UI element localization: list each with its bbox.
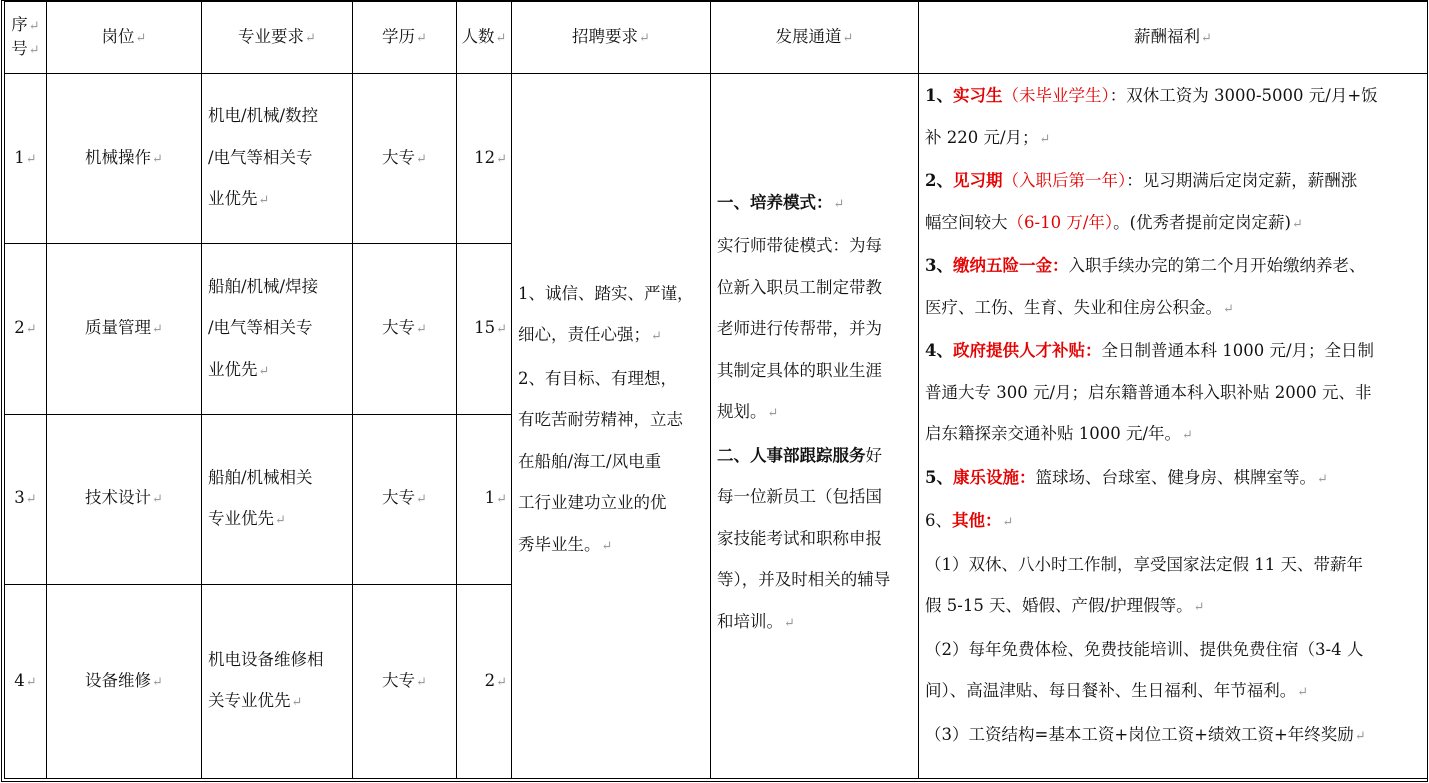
header-education: 学历↵	[353, 2, 457, 74]
row-education: 大专↵	[353, 584, 457, 778]
row-education: 大专↵	[353, 244, 457, 414]
row-education: 大专↵	[353, 74, 457, 244]
benefit-2: 2、见习期（入职后第一年）：见习期满后定岗定薪，薪酬涨	[925, 171, 1358, 191]
row-seq: 2↵	[5, 244, 47, 414]
header-requirement: 招聘要求↵	[512, 2, 711, 74]
row-position: 技术设计↵	[47, 414, 202, 584]
benefit-1: 1、实习生（未毕业学生）：双休工资为 3000-5000 元/月+饭	[925, 86, 1378, 106]
row-count: 15↵	[457, 244, 512, 414]
row-seq: 3↵	[5, 414, 47, 584]
development-cell: 一、培养模式：↵ 实行师带徒模式：为每 位新入职员工制定带教 老师进行传帮带，并为 其制定具体的职业生涯 规划。↵ 二、人事部跟踪服务好 每一位新员工（包括国 家技能考试和职称申报 等），并及时相关的辅导 和培训。↵	[711, 74, 919, 779]
header-major: 专业要求↵	[202, 2, 353, 74]
row-position: 机械操作↵	[47, 74, 202, 244]
dev-title-2: 二、人事部跟踪服务	[717, 445, 866, 465]
benefits-cell: 1、实习生（未毕业学生）：双休工资为 3000-5000 元/月+饭 补 220 元/月；↵ 2、见习期（入职后第一年）：见习期满后定岗定薪，薪酬涨 幅空间较大（6-10 万/年）。(优秀者提前定岗定薪)↵ 3、缴纳五险一金：入职手续办完的第二个月开始缴纳养老、 医疗、工伤、生育、失业和住房公积金。↵ 4、政府提供人才补贴：全日制普通本科 1000 元/月；全日制 普通大专 300 元/月；启东籍普通本科入职补贴 2000 元、非 启东籍探亲交通补贴 1000 元/年。↵ 5、康乐设施：篮球场、台球室、健身房、棋牌室等。↵ 6、其他：↵ （1）双休、八小时工作制，享受国家法定假 11 天、带薪年 假 5-15 天、婚假、产假/护理假等。↵ （2）每年免费体检、免费技能培训、提供免费住宿（3-4 人 间）、高温津贴、每日餐补、生日福利、年节福利。↵ （3）工资结构=基本工资+岗位工资+绩效工资+年终奖励↵	[919, 74, 1428, 779]
row-major: 船舶/机械相关 专业优先↵	[202, 414, 353, 584]
header-benefits: 薪酬福利↵	[919, 2, 1428, 74]
dev-title-1: 一、培养模式：	[717, 192, 833, 212]
row-seq: 4↵	[5, 584, 47, 778]
row-position: 设备维修↵	[47, 584, 202, 778]
row-count: 1↵	[457, 414, 512, 584]
row-education: 大专↵	[353, 414, 457, 584]
header-row	[5, 2, 1428, 74]
benefit-5: 5、康乐设施：篮球场、台球室、健身房、棋牌室等。↵	[925, 467, 1328, 487]
header-position: 岗位↵	[47, 2, 202, 74]
header-count: 人数↵	[457, 2, 512, 74]
row-position: 质量管理↵	[47, 244, 202, 414]
header-seq: 序↵ 号↵	[5, 2, 47, 74]
row-count: 2↵	[457, 584, 512, 778]
row-major: 船舶/机械/焊接 /电气等相关专 业优先↵	[202, 244, 353, 414]
requirement-cell: 1、诚信、踏实、严谨， 细心，责任心强；↵ 2、有目标、有理想， 有吃苦耐劳精神，立志 在船舶/海工/风电重 工行业建功立业的优 秀毕业生。↵	[512, 74, 711, 779]
row-major: 机电设备维修相 关专业优先↵	[202, 584, 353, 778]
benefit-6: 6、其他：↵	[925, 511, 1014, 531]
table-row	[5, 74, 1428, 244]
row-count: 12↵	[457, 74, 512, 244]
row-major: 机电/机械/数控 /电气等相关专 业优先↵	[202, 74, 353, 244]
benefit-4: 4、政府提供人才补贴：全日制普通本科 1000 元/月；全日制	[925, 341, 1375, 361]
row-seq: 1↵	[5, 74, 47, 244]
benefit-3: 3、缴纳五险一金：入职手续办完的第二个月开始缴纳养老、	[925, 256, 1366, 276]
header-development: 发展通道↵	[711, 2, 919, 74]
recruitment-table-page	[4, 1, 1427, 779]
recruitment-table	[4, 1, 1428, 779]
